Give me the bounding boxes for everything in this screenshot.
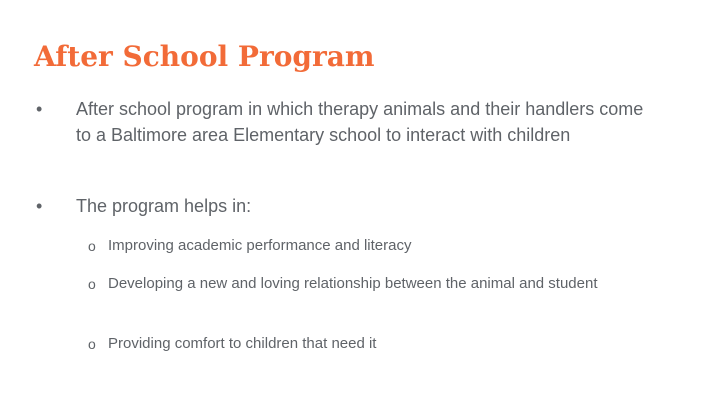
sub-bullet-symbol: o xyxy=(88,276,96,292)
bullet-item-2: The program helps in: xyxy=(76,196,252,216)
sub-bullet-symbol: o xyxy=(88,238,96,254)
sub-bullet-item-1: Improving academic performance and literacy xyxy=(108,237,412,254)
bullet-item-1: After school program in which therapy animals and their handlers come to a Baltimore area Elementary school to interact with children xyxy=(76,99,644,145)
sub-bullet-item-3: Providing comfort to children that need it xyxy=(108,335,377,352)
bullet-symbol: • xyxy=(36,196,43,216)
sub-bullet-item-2: Developing a new and loving relationship between the animal and student xyxy=(108,275,598,292)
slide-title: After School Program xyxy=(34,40,375,73)
sub-bullet-symbol: o xyxy=(88,336,96,352)
bullet-symbol: • xyxy=(36,99,43,119)
